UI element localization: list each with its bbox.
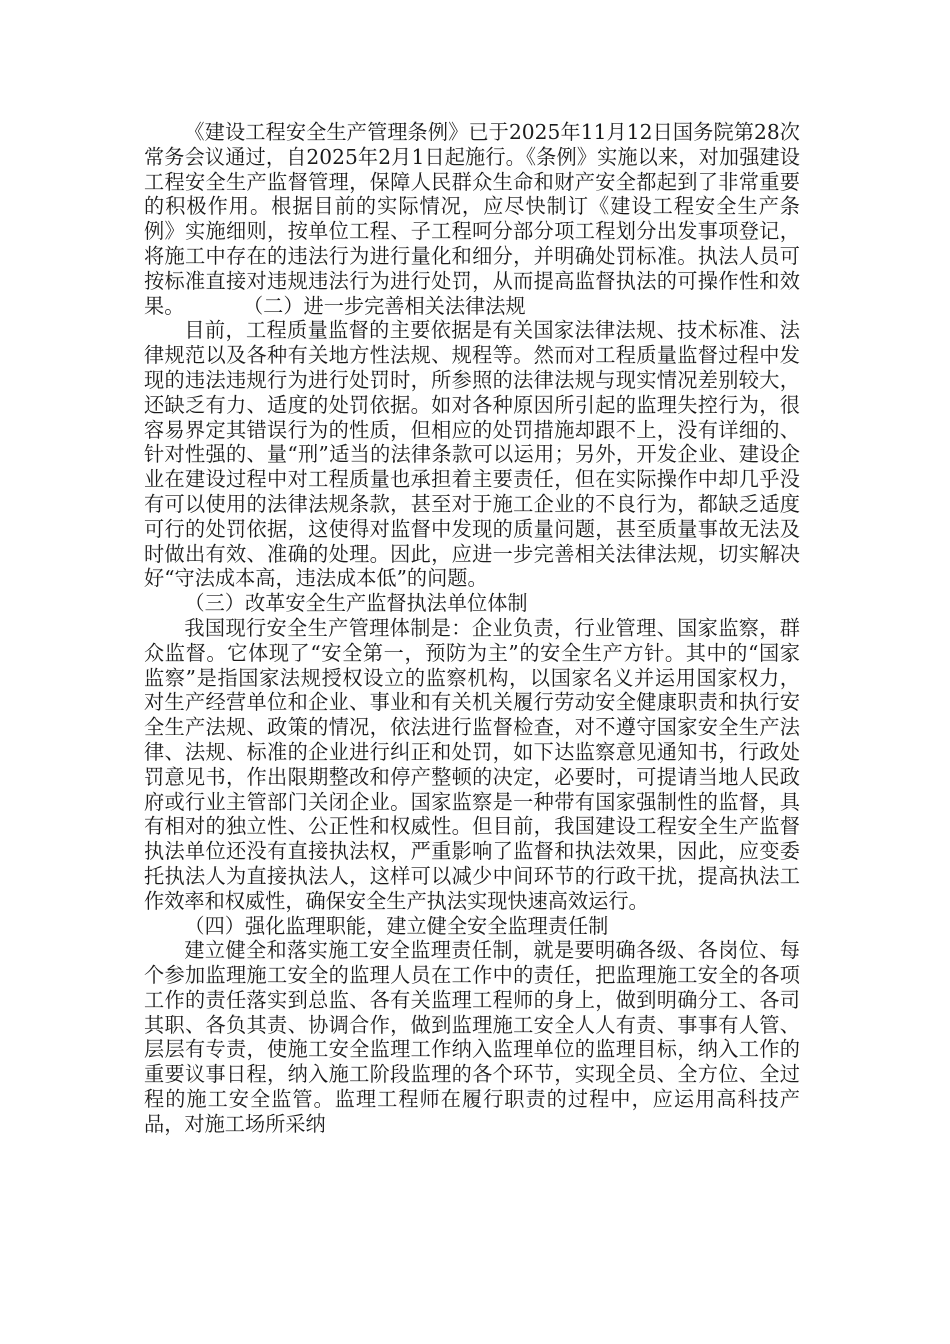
document-body (144, 120, 800, 1137)
section-heading-2: （二）进一步完善相关法律法规 (253, 293, 526, 318)
paragraph-text: 《建设工程安全生产管理条例》已于2025年11月12日国务院第28次常务会议通过，自2025年2月1日起施行。《条例》实施以来，对加强建设工程安全生产监督管理，保障人民群众生命和财产安全都起到了非常重要的积极作用。根据目前的实际情况，应尽快制订《建设工程安全生产条例》实施细则，按单位工程、子工程呵分部分项工程划分出发事项登记，将施工中存在的违法行为进行量化和细分，并明确处罚标准。执法人员可按标准直接对违规违法行为进行处罚，从而提高监督执法的可操作性和效果。 (144, 120, 800, 318)
paragraph-regulation-intro (144, 120, 800, 318)
paragraph-legal-basis: 目前，工程质量监督的主要依据是有关国家法律法规、技术标准、法律规范以及各种有关地方性法规、规程等。然而对工程质量监督过程中发现的违法违规行为进行处罚时，所参照的法律法规与现实情况差别较大，还缺乏有力、适度的处罚依据。如对各种原因所引起的监理失控行为，很容易界定其错误行为的性质，但相应的处罚措施却跟不上，没有详细的、针对性强的、量“刑”适当的法律条款可以运用；另外，开发企业、建设企业在建设过程中对工程质量也承担着主要责任，但在实际操作中却几乎没有可以使用的法律法规条款，甚至对于施工企业的不良行为，都缺乏适度可行的处罚依据，这使得对监督中发现的质量问题，甚至质量事故无法及时做出有效、准确的处理。因此，应进一步完善相关法律法规，切实解决好“守法成本高，违法成本低”的问题。 (144, 318, 800, 591)
paragraph-supervision-responsibility: 建立健全和落实施工安全监理责任制，就是要明确各级、各岗位、每个参加监理施工安全的监理人员在工作中的责任，把监理施工安全的各项工作的责任落实到总监、各有关监理工程师的身上，做到明确分工、各司其职、各负其责、协调合作，做到监理施工安全人人有责、事事有人管、层层有专责，使施工安全监理工作纳入监理单位的监理目标，纳入工作的重要议事日程，纳入施工阶段监理的各个环节，实现全员、全方位、全过程的施工安全监管。监理工程师在履行职责的过程中，应运用高科技产品，对施工场所采纳 (144, 938, 800, 1136)
section-heading-4: （四）强化监理职能，建立健全安全监理责任制 (184, 913, 609, 938)
paragraph-supervision-system: 我国现行安全生产管理体制是：企业负责，行业管理、国家监察，群众监督。它体现了“安全第一，预防为主”的安全生产方针。其中的“国家监察”是指国家法规授权设立的监察机构，以国家名义并运用国家权力，对生产经营单位和企业、事业和有关机关履行劳动安全健康职责和执行安全生产法规、政策的情况，依法进行监督检查，对不遵守国家安全生产法律、法规、标准的企业进行纠正和处罚，如下达监察意见通知书，行政处罚意见书，作出限期整改和停产整顿的决定，必要时，可提请当地人民政府或行业主管部门关闭企业。国家监察是一种带有国家强制性的监督，具有相对的独立性、公正性和权威性。但目前，我国建设工程安全生产监督执法单位还没有直接执法权，严重影响了监督和执法效果，因此，应变委托执法人为直接执法人，这样可以减少中间环节的行政干扰，提高执法工作效率和权威性，确保安全生产执法实现快速高效运行。 (144, 615, 800, 913)
section-heading-3: （三）改革安全生产监督执法单位体制 (184, 591, 528, 616)
